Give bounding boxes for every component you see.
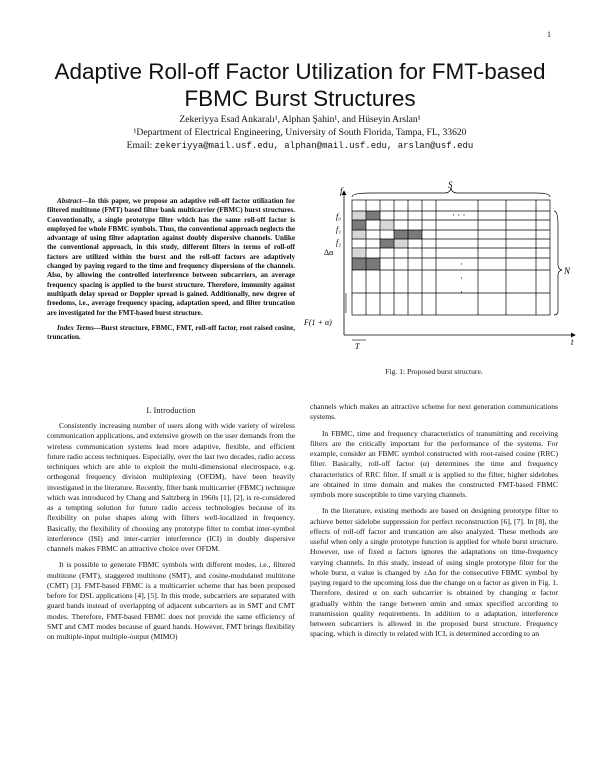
symbol-duration-label: T (355, 342, 360, 351)
abstract-label: Abstract (57, 197, 82, 205)
abstract (47, 197, 295, 342)
author-names: Zekeriyya Esad Ankaralı¹, Alphan Şahin¹, and Hüseyin Arslan¹ (179, 114, 421, 125)
burst-length-label: S (448, 180, 453, 190)
paragraph: In the literature, existing methods are based on designing prototype filter to achieve better sidelobe suppression for perfect reconstruction [6], [7]. In [8], the effects of roll-off factor and truncation are also analyzed. These methods are useful when only a single prototype function is applied for whole burst structure. However, use of fixed α factors ignores the adaptations on time-frequency varying channels. In this study, instead of using single prototype filter for the whole burst, α value is changed by ±Δα for the consecutive FBMC symbol by paying regard to the upcoming loss due the change on α factor as given in Fig. 1. Therefore, desired α on each subcarrier is obtained by changing α factor gradually within the range between αmin and αmax specified according to transmission quality requirements. In addition to α adaptation, interference between subcarriers is allowed in the proposed burst structure. Frequency spacing, which is directly to related with ICI, is determined according to an (310, 506, 558, 639)
paper-title (0, 58, 600, 112)
freq-label-f2: f₂ (336, 238, 342, 247)
span-brace-right (554, 211, 562, 315)
page-number: 1 (547, 30, 551, 39)
ellipsis-b: · (460, 273, 463, 283)
index-terms (47, 324, 295, 343)
burst-structure-figure (304, 180, 580, 355)
paragraph: channels which makes an attractive scheme for next generation communications systems. (310, 402, 558, 422)
axis-label-f: f (340, 186, 343, 196)
delta-alpha-label: Δα (324, 248, 334, 257)
right-column-body (310, 402, 558, 640)
email-addresses: zekeriyya@mail.usf.edu, alphan@mail.usf.edu, arslan@usf.edu (154, 141, 474, 151)
email-line (0, 139, 600, 153)
abstract-paragraph (47, 197, 295, 318)
title-line-2: FBMC Burst Structures (184, 86, 416, 111)
affiliation: ¹Department of Electrical Engineering, University of South Florida, Tampa, FL, 33620 (133, 127, 467, 138)
paragraph: In FBMC, time and frequency characteristics of transmitting and receiving filters are the critically important for the performance of the systems. For example, consider an FBMC symbol constructed with root-raised cosine (RRC) filter. Basically, roll-off factor (α) determines the time and frequency characteristics of RRC filter. If small α is applied to the filter, higher sidelobes are obtained in time domain and makes the constructed FMT-based FBMC symbols more susceptible to time varying channels. (310, 428, 558, 499)
time-frequency-grid (352, 200, 550, 315)
axis-label-t: t (571, 337, 574, 347)
ellipsis-horizontal: · · · (452, 210, 466, 220)
paragraph: It is possible to generate FBMC symbols with different modes, i.e., filtered multitone (FMT), staggered multitone (SMT), and cosine-modulated multitone (CMT) [3]. FMT-based FBMC is a multicarrier scheme that has been proposed before for DSL applications [4], [5]. In this mode, subcarriers are separated with guard bands instead of overlapping of adjacent subcarriers as in SMT and CMT modes. Therefore, FMT-based FBMC does not provide the same efficiency of SMT and CMT modes because of guard bands. However, FMT brings flexibility on multiple-input multiple-output (MIMO) (47, 560, 295, 641)
section-heading: I. Introduction (146, 406, 196, 415)
ellipsis-a: · (460, 259, 463, 269)
abstract-text: —In this paper, we propose an adaptive roll-off factor utilization for filtered multitone (FMT) based filter bank multicarrier (FBMC) burst structures. Conventionally, a single prototype filter which has the same roll-off factor is employed for whole FBMC symbols. Thus, the conventional approach neglects the advantage of using filter adaptation against doubly dispersive channels. Unlike the conventional approach, in this study, different filters in terms of roll-off factors are utilized within the burst and the roll-off factors are adaptively changed by paying regard to the time and frequency dispersions of the channels. Also, by allowing the controlled interference between subcarriers, an average frequency spacing is applied to the burst structure. Therefore, immunity against multipath delay spread or Doppler spread is gained. Additionally, new degree of freedoms, i.e., average frequency spacing, adaptation speed, and filter truncation are investigated for the FMT-based burst structure. (47, 197, 295, 317)
paragraph: Consistently increasing number of users along with wide variety of wireless communication applications, and extensive growth on the user demands from the wireless communication systems lead more adaptive, flexible, and efficient future radio access techniques. Especially, over the last two decades, radio access techniques which are able to exploit the multi-dimensional electrospace, e.g. orthogonal frequency division multiplexing (OFDM), have been heavily investigated in the literature. Recently, filter bank multicarrier (FBMC) technique which was introduced by Chang and Saltzberg in 1960s [1], [2], is re-considered as a tempting solution for future radio access technologies because of its flexibility on pulse shapes along with filters well-localized in frequency. Basically, the flexibility of choosing any prototype filter to combat inter-symbol interference (ISI) and inter-carrier interference (ICI) in doubly dispersive channels makes FBMC an attractive choice over OFDM. (47, 421, 295, 553)
author-block (0, 113, 600, 153)
subcarrier-count-label: N (564, 266, 571, 276)
freq-label-f0: f₀ (336, 212, 342, 221)
index-terms-text: —Burst structure, FBMC, FMT, roll-off factor, root raised cosine, truncation. (47, 323, 295, 342)
freq-label-f1: f₁ (336, 225, 342, 234)
ellipsis-c: · (460, 287, 463, 297)
email-label: Email: (126, 140, 153, 151)
left-column-body (47, 421, 295, 642)
bandwidth-label: F(1 + α) (304, 318, 332, 327)
figure-caption: Fig. 1: Proposed burst structure. (385, 367, 483, 376)
title-line-1: Adaptive Roll-off Factor Utilization for FMT-based (54, 59, 546, 84)
index-terms-label: Index Terms (57, 323, 94, 332)
